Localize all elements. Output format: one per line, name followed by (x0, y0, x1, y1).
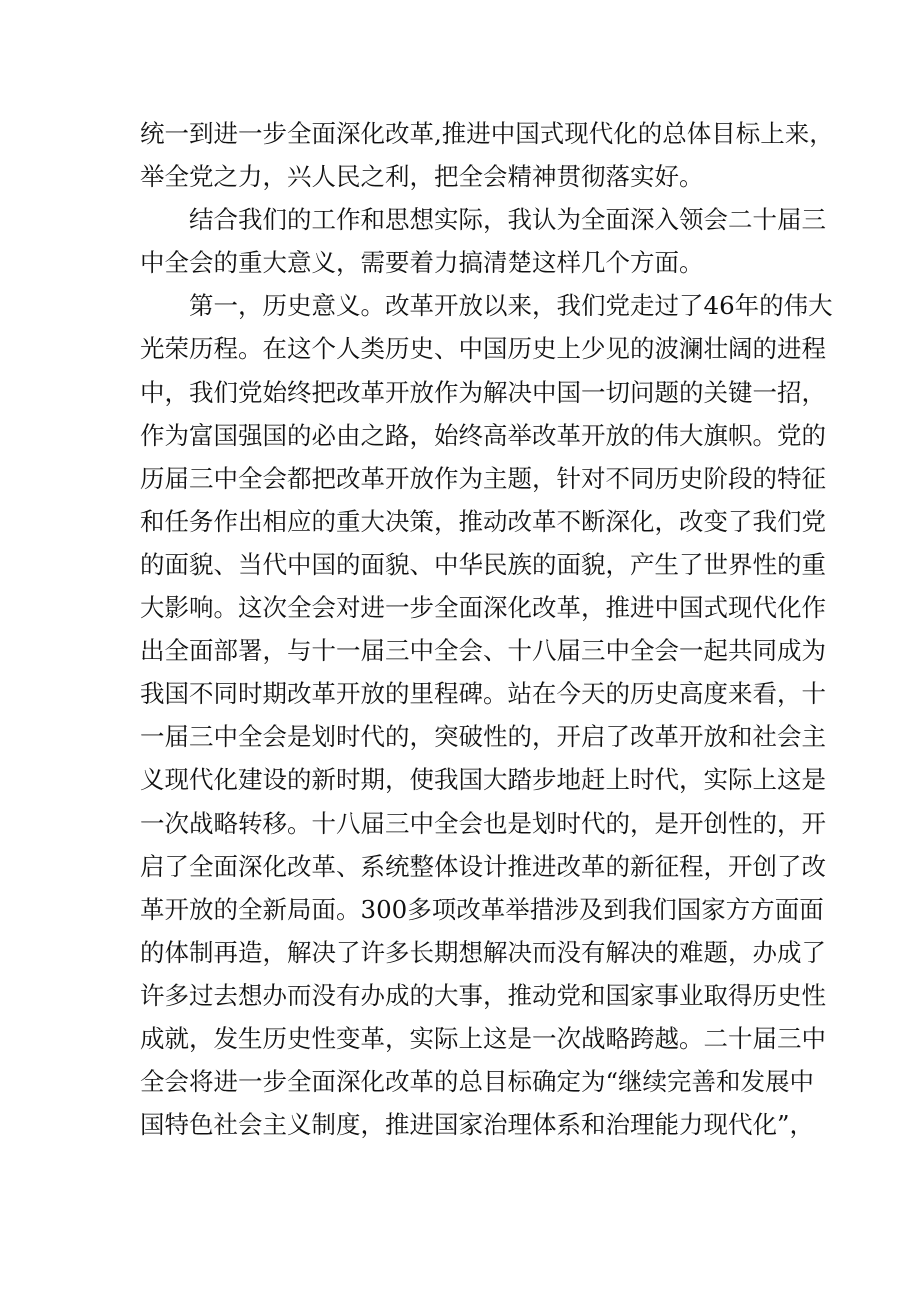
text-line: 革开放的全新局面。300多项改革举措涉及到我们国家方方面面 (140, 894, 824, 924)
text-line: 一次战略转移。十八届三中全会也是划时代的，是开创性的，开 (140, 808, 826, 838)
paragraph-2 (140, 198, 826, 284)
text-line: 义现代化建设的新时期，使我国大踏步地赶上时代，实际上这是 (140, 765, 826, 795)
text-line: 结合我们的工作和思想实际，我认为全面深入领会二十届三 (189, 205, 826, 235)
text-line: 大影响。这次全会对进一步全面深化改革，推进中国式现代化作 (140, 593, 826, 623)
text-line: 出全面部署，与十一届三中全会、十八届三中全会一起共同成为 (140, 636, 826, 666)
text-line: 的面貌、当代中国的面貌、中华民族的面貌，产生了世界性的重 (140, 549, 826, 579)
text-line: 举全党之力，兴人民之利，把全会精神贯彻落实好。 (140, 162, 704, 192)
text-line: 中全会的重大意义，需要着力搞清楚这样几个方面。 (140, 248, 704, 278)
text-line: 统一到进一步全面深化改革,推进中国式现代化的总体目标上来， (140, 119, 834, 148)
text-line: 一届三中全会是划时代的，突破性的，开启了改革开放和社会主 (140, 722, 826, 752)
text-line: 中，我们党始终把改革开放作为解决中国一切问题的关键一招， (140, 377, 826, 407)
text-line: 国特色社会主义制度，推进国家治理体系和治理能力现代化”， (140, 1110, 815, 1140)
text-line: 启了全面深化改革、系统整体设计推进改革的新征程，开创了改 (140, 851, 826, 881)
text-line: 和任务作出相应的重大决策，推动改革不断深化，改变了我们党 (140, 506, 826, 536)
text-line: 成就，发生历史性变革，实际上这是一次战略跨越。二十届三中 (140, 1023, 826, 1053)
text-line: 我国不同时期改革开放的里程碑。站在今天的历史高度来看，十 (140, 679, 826, 709)
text-line: 全会将进一步全面深化改革的总目标确定为“继续完善和发展中 (140, 1067, 815, 1097)
text-line: 第一，历史意义。改革开放以来，我们党走过了46年的伟大 (189, 291, 833, 321)
text-line: 历届三中全会都把改革开放作为主题，针对不同历史阶段的特征 (140, 463, 826, 493)
body-text (140, 112, 834, 1146)
text-line: 光荣历程。在这个人类历史、中国历史上少见的波澜壮阔的进程 (140, 334, 826, 364)
text-line: 许多过去想办而没有办成的大事，推动党和国家事业取得历史性 (140, 980, 826, 1010)
paragraph-3 (140, 284, 833, 1146)
text-line: 的体制再造，解决了许多长期想解决而没有解决的难题，办成了 (140, 937, 826, 967)
text-line: 作为富国强国的必由之路，始终高举改革开放的伟大旗帜。党的 (140, 420, 826, 450)
paragraph-1 (140, 112, 834, 198)
